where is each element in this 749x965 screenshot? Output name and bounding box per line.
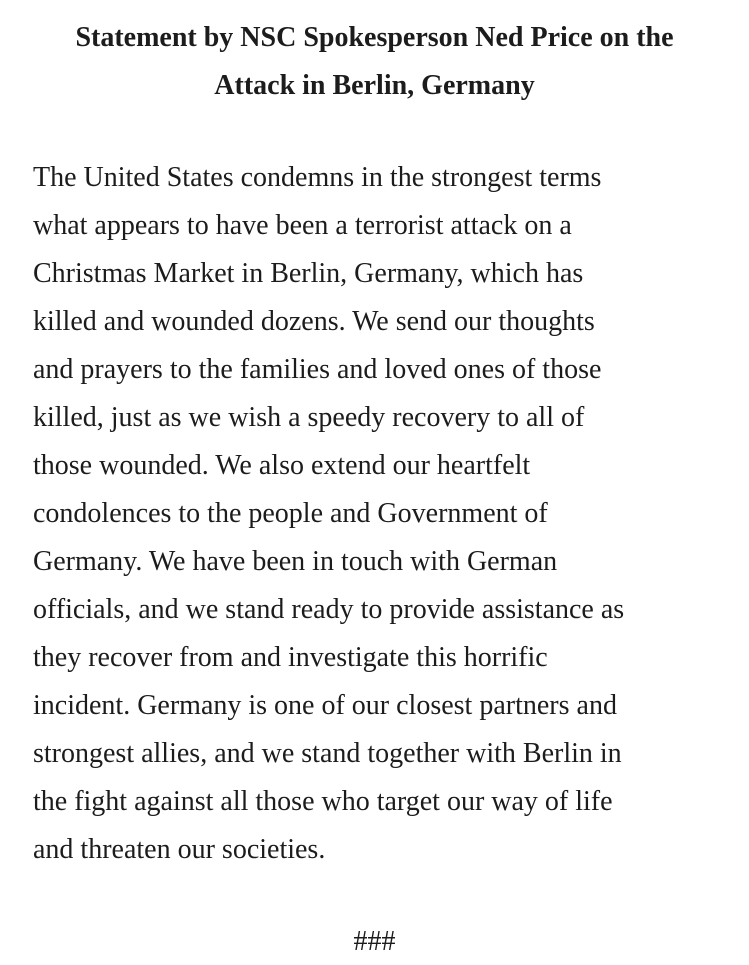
body-line: incident. Germany is one of our closest partners and <box>33 690 617 721</box>
body-line: Christmas Market in Berlin, Germany, which has <box>33 258 584 289</box>
statement-title <box>0 14 749 110</box>
body-line: they recover from and investigate this horrific <box>33 642 548 673</box>
end-of-statement-mark: ### <box>353 926 396 957</box>
body-line: what appears to have been a terrorist attack on a <box>33 210 572 241</box>
title-line: Statement by NSC Spokesperson Ned Price on the <box>75 22 674 53</box>
body-line: The United States condemns in the strongest terms <box>33 162 602 193</box>
body-line: killed and wounded dozens. We send our thoughts <box>33 306 595 337</box>
body-line: those wounded. We also extend our heartfelt <box>33 450 531 481</box>
body-line: Germany. We have been in touch with German <box>33 546 558 577</box>
statement-body <box>33 154 733 874</box>
body-line: killed, just as we wish a speedy recovery to all of <box>33 402 585 433</box>
body-line: and prayers to the families and loved ones of those <box>33 354 602 385</box>
body-line: condolences to the people and Government of <box>33 498 548 529</box>
title-line: Attack in Berlin, Germany <box>214 70 535 101</box>
body-line: the fight against all those who target our way of life <box>33 786 613 817</box>
body-line: and threaten our societies. <box>33 834 326 865</box>
body-line: officials, and we stand ready to provide assistance as <box>33 594 625 625</box>
body-line: strongest allies, and we stand together with Berlin in <box>33 738 622 769</box>
